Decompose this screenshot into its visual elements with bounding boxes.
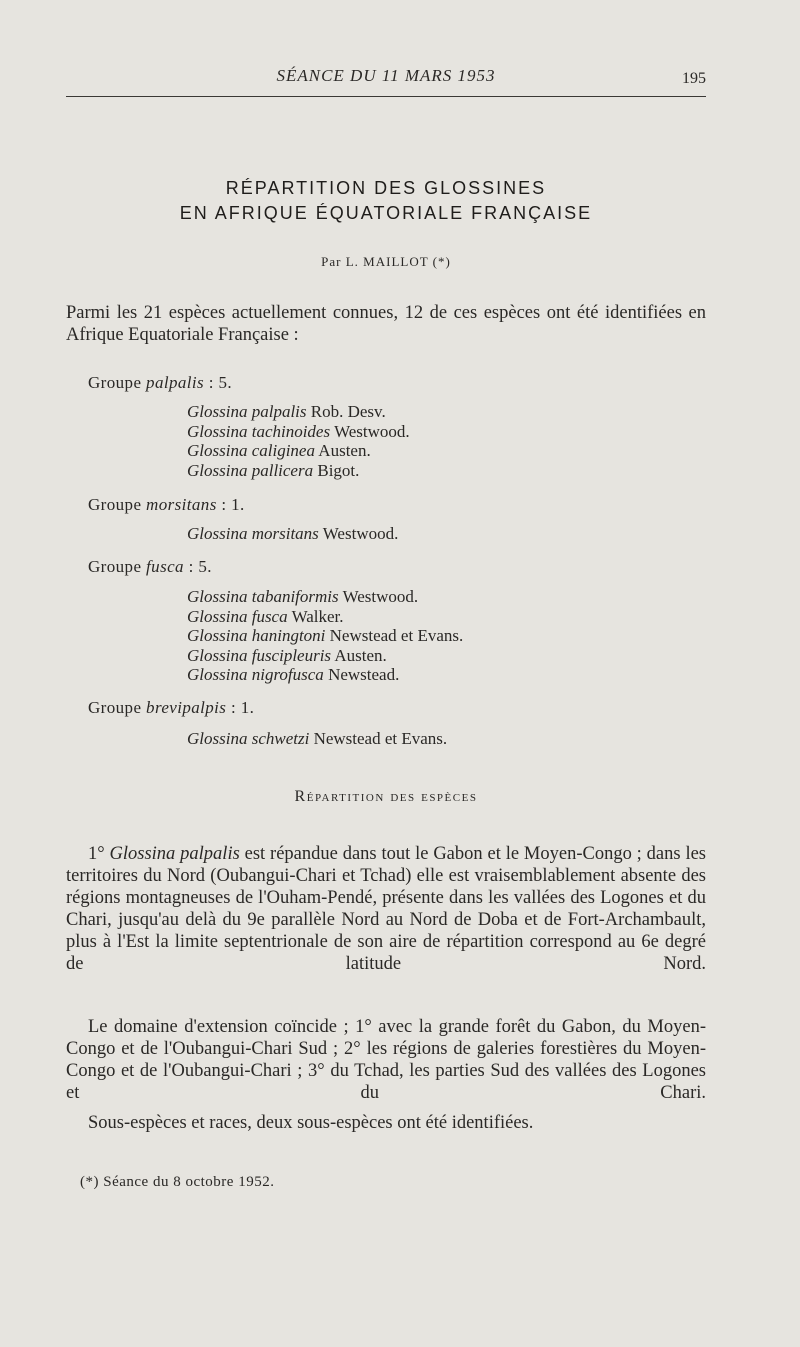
paragraph-text: Sous-espèces et races, deux sous-espèces ont été identifiées.	[88, 1113, 534, 1133]
species-item: Glossina tabaniformis Westwood.	[187, 587, 419, 606]
intro-paragraph: Parmi les 21 espèces actuellement connues, 12 de ces espèces ont été identifiées en Afrique Equatoriale Française :	[66, 303, 706, 345]
footnote: (*) Séance du 8 octobre 1952.	[80, 1174, 275, 1190]
paragraph-text: est répandue dans tout le Gabon et le Moyen-Congo ; dans les territoires du Nord (Oubangui-Chari et Tchad) elle est vraisemblablement absente des régions montagneuses de l'Ouham-Pendé, présente dans les vallées des Logones et du Chari, jusqu'au delà du 9e parallèle Nord au Nord de Doba et de Fort-Archambault, plus à l'Est la limite septentrionale de son aire de répartition correspond au 6e degré de latitude Nord.	[66, 844, 706, 974]
group-name: brevipalpis	[146, 698, 227, 717]
group-palpalis	[88, 373, 232, 393]
species-item: Glossina fusca Walker.	[187, 606, 344, 626]
species-list-morsitans	[187, 524, 398, 544]
species-item: Glossina tachinoides Westwood.	[187, 421, 410, 441]
page-header	[66, 64, 706, 92]
group-name: morsitans	[146, 495, 217, 514]
paragraph-text: Le domaine d'extension coïncide ; 1° avec la grande forêt du Gabon, du Moyen-Congo et de l'Oubangui-Chari Sud ; 2° les régions de galeries forestières du Moyen-Congo et de l'Oubangui-Chari ; 3° du Tchad, les parties Sud des vallées des Logones et du Chari.	[66, 1017, 706, 1103]
species-list-brevipalpis	[187, 729, 447, 749]
group-name: palpalis	[146, 373, 205, 392]
species-item: Glossina fuscipleuris Austen.	[187, 645, 387, 665]
article-title-line-2: EN AFRIQUE ÉQUATORIALE FRANÇAISE	[179, 203, 593, 223]
group-count: : 1.	[230, 698, 255, 717]
body-paragraph-2	[66, 1016, 706, 1104]
body-paragraph-3	[66, 1112, 706, 1134]
page-number: 195	[682, 70, 706, 87]
group-name: fusca	[146, 557, 184, 576]
species-item: Glossina haningtoni Newstead et Evans.	[187, 626, 464, 646]
species-item: Glossina caliginea Austen.	[187, 441, 371, 461]
species-item: Glossina morsitans Westwood.	[187, 524, 399, 543]
group-count: : 5.	[188, 557, 212, 576]
species-item: Glossina palpalis Rob. Desv.	[187, 402, 386, 421]
running-title: SÉANCE DU 11 MARS 1953	[276, 66, 496, 85]
group-count: : 5.	[208, 373, 233, 392]
group-morsitans	[88, 495, 245, 515]
species-item: Glossina nigrofusca Newstead.	[187, 665, 400, 685]
species-list-palpalis	[187, 402, 410, 480]
article-byline: Par L. MAILLOT (*)	[321, 254, 451, 269]
group-brevipalpis	[88, 698, 254, 718]
group-prefix: Groupe	[88, 373, 142, 392]
species-item: Glossina pallicera Bigot.	[187, 460, 360, 480]
species-item: Glossina schwetzi Newstead et Evans.	[187, 729, 448, 748]
section-heading: Répartition des espèces	[294, 788, 478, 805]
group-prefix: Groupe	[88, 557, 142, 576]
article-title-line-1: RÉPARTITION DES GLOSSINES	[225, 178, 547, 198]
group-prefix: Groupe	[88, 495, 142, 514]
group-fusca	[88, 557, 212, 577]
paragraph-number: 1°	[88, 844, 105, 864]
group-count: : 1.	[221, 495, 245, 514]
species-name: Glossina palpalis	[109, 844, 240, 864]
body-paragraph-1	[66, 843, 706, 975]
header-rule	[66, 96, 706, 97]
species-list-fusca	[187, 587, 463, 685]
group-prefix: Groupe	[88, 698, 142, 717]
